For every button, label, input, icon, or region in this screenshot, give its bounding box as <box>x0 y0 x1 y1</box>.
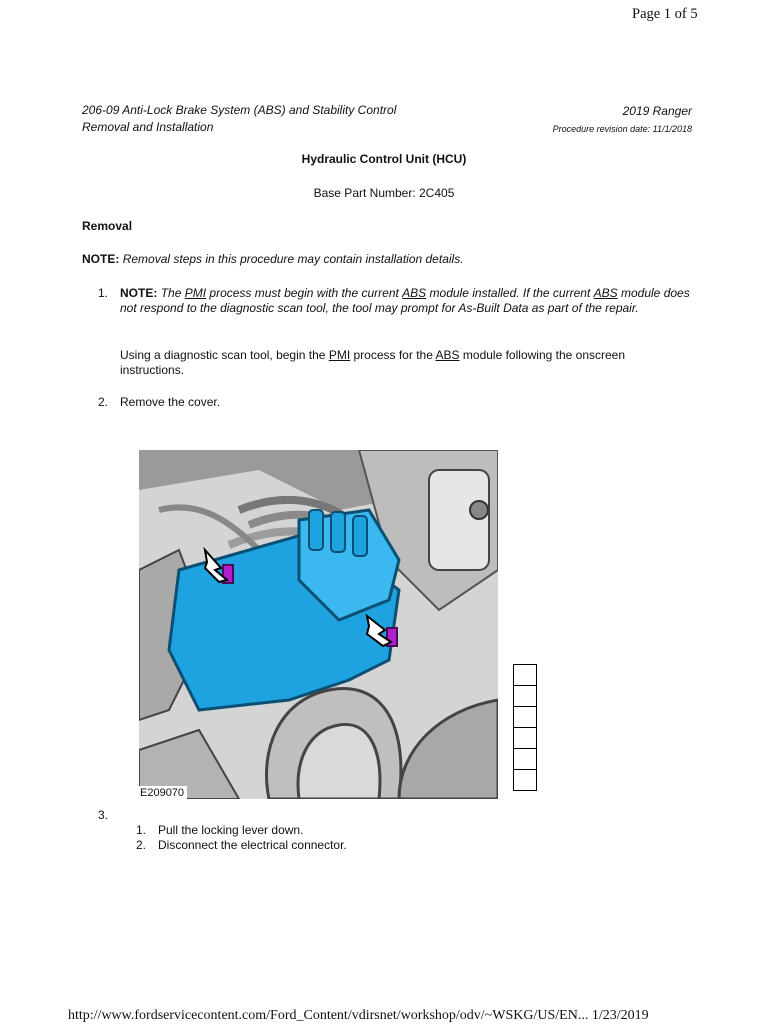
step-1-text: The <box>160 286 182 300</box>
illustration-graphic <box>139 450 498 799</box>
step-3-sublist <box>136 823 347 853</box>
engine-bay-illustration <box>139 450 498 799</box>
section-subtitle: Removal and Installation <box>82 120 214 134</box>
step-1-instruction <box>120 348 692 378</box>
revision-date: Procedure revision date: 11/1/2018 <box>552 124 692 134</box>
sub-step-text: Pull the locking lever down. <box>158 823 304 837</box>
part-number: Base Part Number: 2C405 <box>313 186 455 200</box>
vehicle-label: 2019 Ranger <box>622 104 692 118</box>
removal-heading: Removal <box>82 219 133 233</box>
step-2-text: Remove the cover. <box>120 395 221 409</box>
note-label: NOTE: <box>82 252 120 266</box>
callout-box <box>513 769 537 791</box>
sub-step <box>136 838 347 853</box>
step-1-text: module does not respond to the diagnostic scan tool, the tool may prompt for As-Built Data as part of the repair. <box>120 286 690 315</box>
figure-label: E209070 <box>139 786 187 799</box>
step-2-number: 2. <box>98 395 109 409</box>
sub-step-number: 2. <box>136 838 147 852</box>
abs-link[interactable]: ABS <box>402 286 427 300</box>
page-title: Hydraulic Control Unit (HCU) <box>301 152 467 166</box>
step-1-instr-text: Using a diagnostic scan tool, begin the <box>120 348 326 362</box>
sub-step-number: 1. <box>136 823 147 837</box>
note-text: Removal steps in this procedure may contain installation details. <box>122 252 464 266</box>
step-1-note-label: NOTE: <box>120 286 158 300</box>
callout-box <box>513 664 537 685</box>
step-1-instr-text: process for the <box>353 348 433 362</box>
step-1-note <box>120 286 692 316</box>
step-1-instr-text: module following the onscreen instructions. <box>120 348 626 377</box>
sub-step-text: Disconnect the electrical connector. <box>158 838 347 852</box>
callout-box <box>513 748 537 769</box>
callout-box <box>513 685 537 706</box>
step-1-number: 1. <box>98 286 109 300</box>
section-title: 206-09 Anti-Lock Brake System (ABS) and Stability Control <box>82 103 397 117</box>
callout-box <box>513 727 537 748</box>
callout-box-column <box>513 664 536 791</box>
abs-link[interactable]: ABS <box>435 348 460 362</box>
step-3-number: 3. <box>98 808 109 822</box>
step-1-text: process must begin with the current <box>209 286 399 300</box>
page-number: Page 1 of 5 <box>632 6 698 22</box>
general-note <box>82 252 464 266</box>
header-left <box>82 102 396 136</box>
footer-url[interactable]: http://www.fordservicecontent.com/Ford_Content/vdirsnet/workshop/odv/~WSKG/US/EN... 1/23/2019 <box>68 1008 649 1023</box>
sub-step <box>136 823 347 838</box>
pmi-link[interactable]: PMI <box>328 348 351 362</box>
callout-box <box>513 706 537 727</box>
abs-link[interactable]: ABS <box>593 286 618 300</box>
step-1-text: module installed. If the current <box>429 286 591 300</box>
pmi-link[interactable]: PMI <box>184 286 207 300</box>
